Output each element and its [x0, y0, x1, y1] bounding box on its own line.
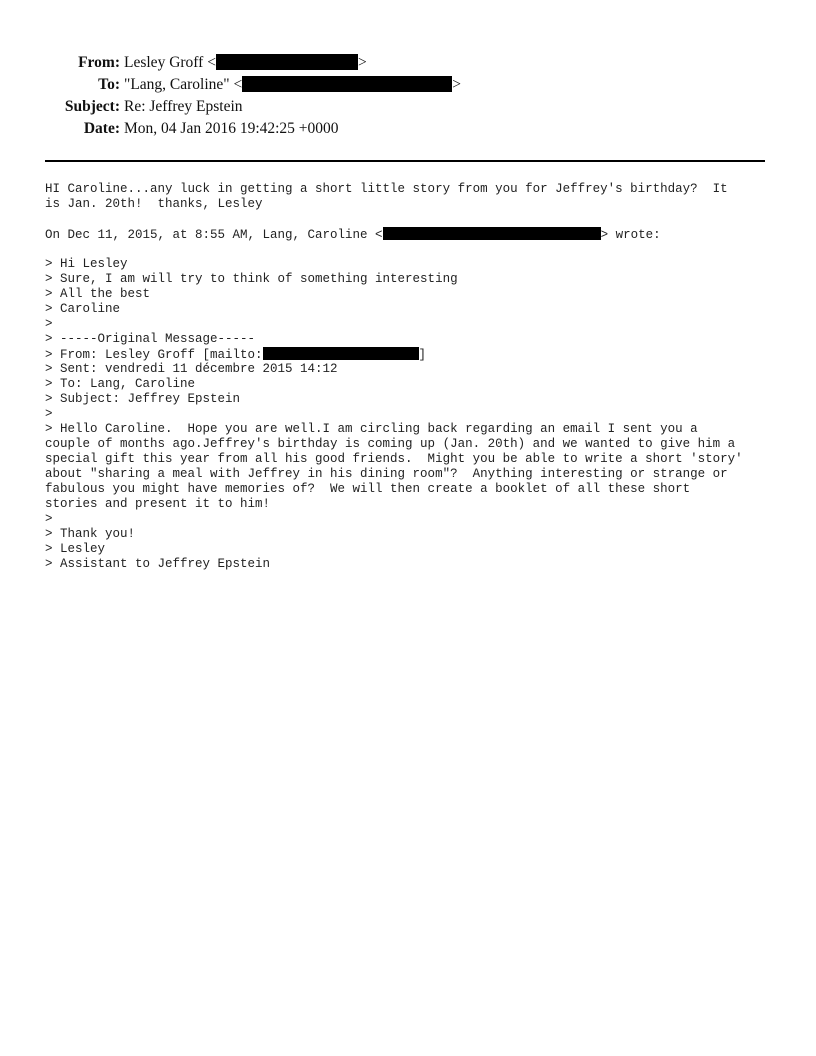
to-close: >	[452, 76, 461, 93]
date-label: Date:	[83, 120, 120, 137]
quoted-line: > Assistant to Jeffrey Epstein	[45, 557, 271, 571]
quoted-line: > To: Lang, Caroline	[45, 377, 196, 391]
email-body	[45, 182, 785, 572]
quoted-line: > Lesley	[45, 542, 106, 556]
from-value	[124, 52, 367, 74]
from-label: From:	[78, 54, 120, 71]
quoted-line: > Hello Caroline. Hope you are well.I am circling back regarding an email I sent you a	[45, 422, 698, 436]
quoted-line: couple of months ago.Jeffrey's birthday is coming up (Jan. 20th) and we wanted to give him a	[45, 437, 736, 451]
mailto-prefix: > From: Lesley Groff [mailto:	[45, 348, 263, 362]
to-name: "Lang, Caroline" <	[124, 76, 243, 93]
quoted-line: > Thank you!	[45, 527, 136, 541]
subject-row	[0, 96, 816, 118]
quoted-line: about "sharing a meal with Jeffrey in his dining room"? Anything interesting or strange or	[45, 467, 728, 481]
to-value	[124, 74, 461, 96]
wrote-suffix: > wrote:	[600, 228, 661, 242]
mailto-line	[45, 347, 785, 362]
date-row	[0, 118, 816, 140]
quoted-line: >	[45, 407, 53, 421]
from-row	[0, 52, 816, 74]
quoted-line: > Subject: Jeffrey Epstein	[45, 392, 241, 406]
redaction-box	[383, 227, 601, 240]
quoted-line: > Hi Lesley	[45, 257, 128, 271]
from-close: >	[357, 54, 367, 71]
quoted-line: fabulous you might have memories of? We will then create a booklet of all these short	[45, 482, 691, 496]
to-label: To:	[98, 76, 120, 93]
quoted-line: special gift this year from all his good friends. Might you be able to write a short 'story'	[45, 452, 743, 466]
spacer	[45, 212, 785, 227]
subject-label: Subject:	[64, 98, 120, 115]
body-line: HI Caroline...any luck in getting a short little story from you for Jeffrey's birthday? It	[45, 182, 728, 196]
from-name: Lesley Groff <	[124, 54, 216, 71]
redaction-box	[263, 347, 419, 360]
quoted-line: > All the best	[45, 287, 151, 301]
quoted-line: stories and present it to him!	[45, 497, 271, 511]
quoted-line: >	[45, 317, 53, 331]
redaction-box	[216, 54, 358, 70]
redaction-box	[242, 76, 452, 92]
mailto-suffix: ]	[418, 348, 427, 362]
header-divider	[45, 160, 765, 162]
to-row	[0, 74, 816, 96]
quoted-line: > -----Original Message-----	[45, 332, 256, 346]
quoted-line: >	[45, 512, 53, 526]
subject-value: Re: Jeffrey Epstein	[124, 98, 243, 115]
email-header	[0, 52, 816, 140]
wrote-line	[45, 227, 785, 242]
quoted-line: > Caroline	[45, 302, 121, 316]
spacer	[45, 242, 785, 257]
wrote-prefix: On Dec 11, 2015, at 8:55 AM, Lang, Caroline <	[45, 228, 383, 242]
body-line: is Jan. 20th! thanks, Lesley	[45, 197, 263, 211]
quoted-line: > Sure, I am will try to think of something interesting	[45, 272, 458, 286]
quoted-line: > Sent: vendredi 11 décembre 2015 14:12	[45, 362, 338, 376]
date-value: Mon, 04 Jan 2016 19:42:25 +0000	[124, 120, 339, 137]
